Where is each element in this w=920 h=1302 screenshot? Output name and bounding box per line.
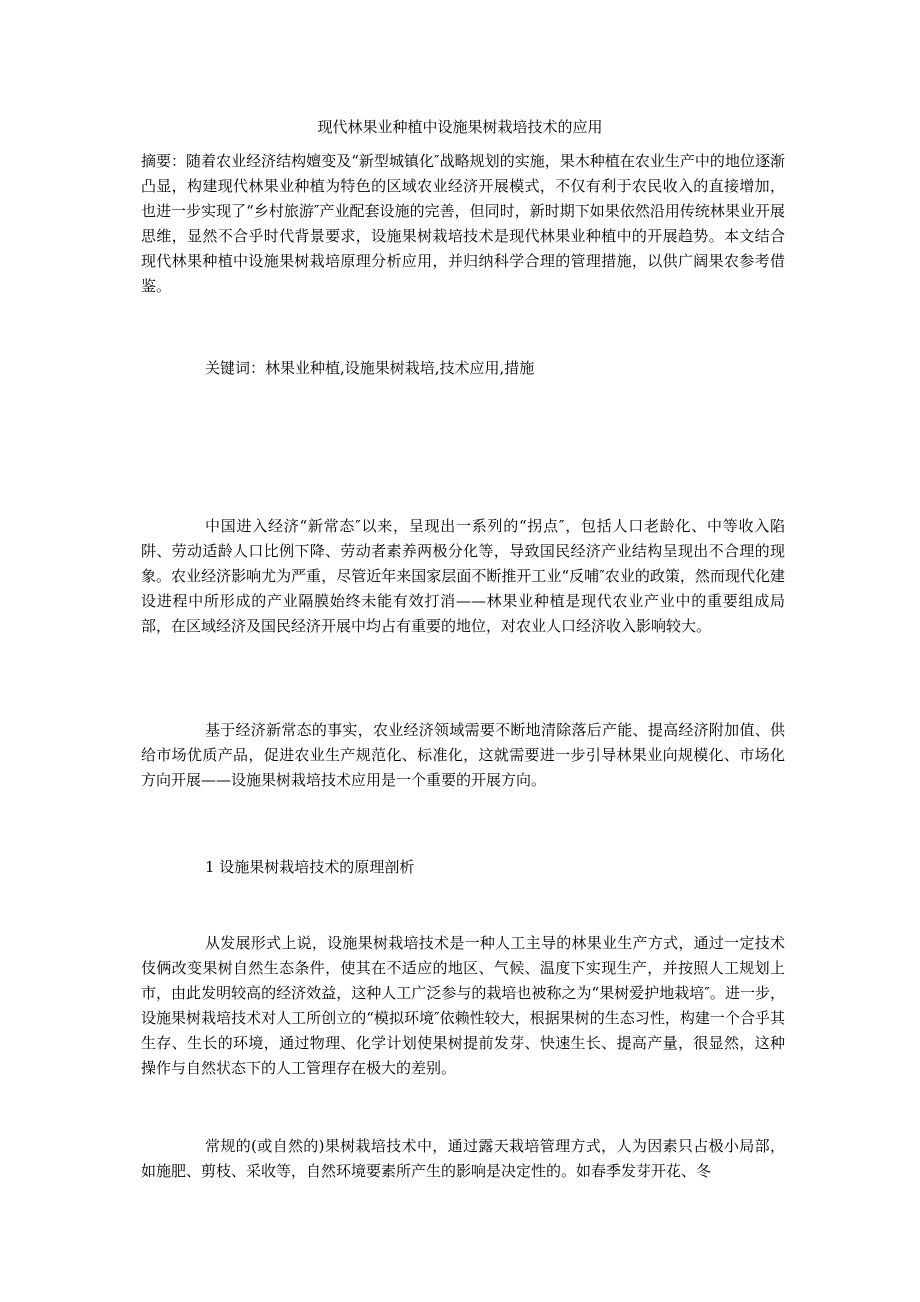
body-paragraph-2: 基于经济新常态的事实，农业经济领域需要不断地清除落后产能、提高经济附加值、供给市场优质产品，促进农业生产规范化、标准化，这就需要进一步引导林果业向规模化、市场化方向开展——设施果树栽培技术应用是一个重要的开展方向。 bbox=[141, 721, 785, 789]
body-paragraph-1: 中国进入经济“新常态″以来，呈现出一系列的“拐点″，包括人口老龄化、中等收入陷阱、劳动适龄人口比例下降、劳动者素养两极分化等，导致国民经济产业结构呈现出不合理的现象。农业经济影响尤为严重，尽管近年来国家层面不断推开工业“反哺″农业的政策，然而现代化建设进程中所形成的产业隔膜始终未能有效打消——林果业种植是现代农业产业中的重要组成局部，在区域经济及国民经济开展中均占有重要的地位，对农业人口经济收入影响较大。 bbox=[141, 517, 785, 635]
abstract-paragraph: 摘要：随着农业经济结构嬗变及“新型城镇化″战略规划的实施，果木种植在农业生产中的地位逐渐凸显，构建现代林果业种植为特色的区域农业经济开展模式，不仅有利于农民收入的直接增加，也进一步实现了“乡村旅游″产业配套设施的完善，但同时，新时期下如果依然沿用传统林果业开展思维，显然不合乎时代背景要求，设施果树栽培技术是现代林果业种植中的开展趋势。本文结合现代林果种植中设施果树栽培原理分析应用，并归纳科学合理的管理措施，以供广阔果农参考借鉴。 bbox=[141, 152, 785, 295]
body-paragraph-3: 从发展形式上说，设施果树栽培技术是一种人工主导的林果业生产方式，通过一定技术伎俩改变果树自然生态条件，使其在不适应的地区、气候、温度下实现生产，并按照人工规划上市，由此发明较高的经济效益，这种人工广泛参与的栽培也被称之为“果树爱护地栽培″。进一步，设施果树栽培技术对人工所创立的“模拟环境″依赖性较大，根据果树的生态习性，构建一个合乎其生存、生长的环境，通过物理、化学计划使果树提前发芽、快速生长、提高产量，很显然，这种操作与自然状态下的人工管理存在极大的差别。 bbox=[141, 934, 785, 1077]
document-title: 现代林果业种植中设施果树栽培技术的应用 bbox=[317, 118, 603, 136]
section-heading: 1 设施果树栽培技术的原理剖析 bbox=[205, 858, 415, 876]
keywords-line: 关键词：林果业种植,设施果树栽培,技术应用,措施 bbox=[205, 359, 535, 377]
body-paragraph-4: 常规的(或自然的)果树栽培技术中，通过露天栽培管理方式，人为因素只占极小局部，如施肥、剪枝、采收等，自然环境要素所产生的影响是决定性的。如春季发芽开花、冬 bbox=[141, 1137, 785, 1180]
